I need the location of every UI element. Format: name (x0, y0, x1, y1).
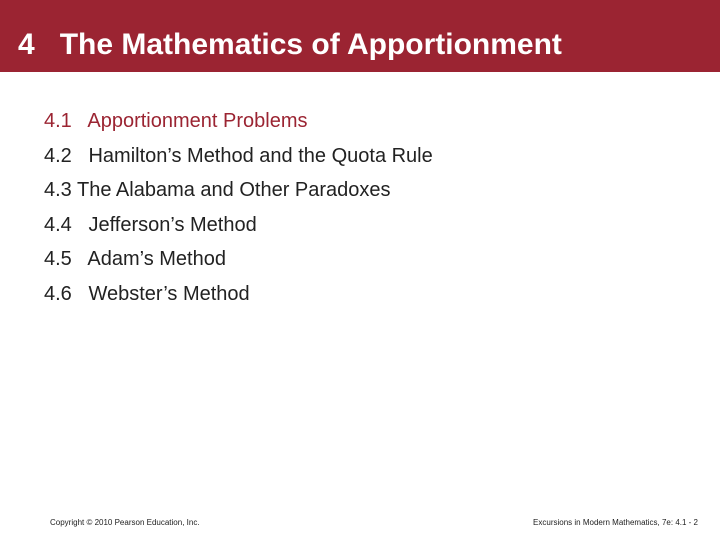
section-item-4-3: 4.3 The Alabama and Other Paradoxes (44, 179, 391, 202)
footer-copyright: Copyright © 2010 Pearson Education, Inc. (50, 518, 200, 527)
section-item-4-1: 4.1 Apportionment Problems (44, 110, 308, 132)
section-item-4-5: 4.5 Adam’s Method (44, 248, 226, 271)
section-list (44, 104, 433, 312)
section-item-4-2: 4.2 Hamilton’s Method and the Quota Rule (44, 144, 433, 167)
footer-book-reference: Excursions in Modern Mathematics, 7e: 4.1 - 2 (533, 518, 698, 527)
title-bar (0, 0, 720, 72)
section-item-4-6: 4.6 Webster’s Method (44, 282, 250, 305)
section-item-4-4: 4.4 Jefferson’s Method (44, 213, 257, 236)
slide-title: 4 The Mathematics of Apportionment (18, 28, 562, 61)
